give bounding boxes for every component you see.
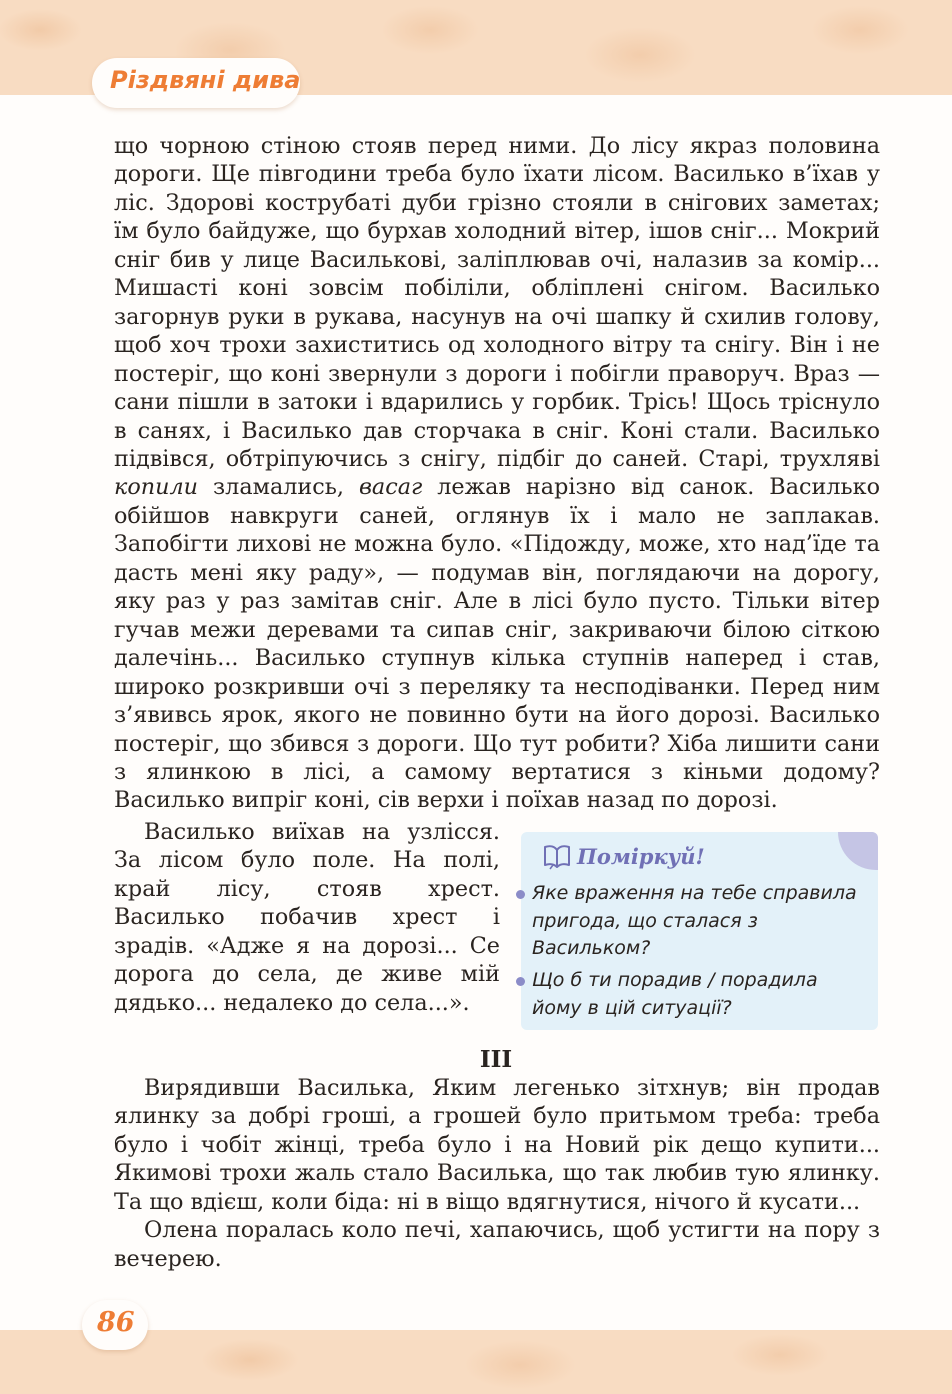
italic-term-vasag: васаг	[358, 474, 423, 501]
question-bullet	[516, 890, 525, 899]
body-text-left-column	[114, 818, 500, 1017]
open-book-icon	[541, 843, 573, 871]
body-text-bottom	[114, 1074, 880, 1273]
body-text-segment: зламались,	[198, 474, 359, 501]
paragraph: Василько виїхав на узлісся. За лісом було поле. На полі, край лісу, стояв хрест. Василько побачив хрест і зрадів. «Адже я на дорозі... Се дорога до села, де живе мій дядько... недалеко до села...».	[114, 819, 500, 1016]
page-number: 86	[97, 1307, 135, 1338]
paragraph: Вирядивши Василька, Яким легенько зітхнув; він продав ялинку за добрі гроші, а грошей було притьмом треба: треба було і чобіт жінці, треба було і на Новий рік дещо купити... Якимові трохи жаль стало Василька, що так любив тую ялинку. Та що вдієш, коли біда: ні в віщо вдягнутися, нічого й кусати...	[114, 1075, 880, 1215]
italic-term-kopyly: копили	[114, 474, 199, 501]
section-title: Різдвяні дива	[110, 66, 301, 94]
think-box-title: Поміркуй!	[577, 844, 705, 869]
body-text-segment: лежав нарізно від санок. Василько обійшов навкруги саней, оглянув їх і мало не заплакав. Запобігти лихові не можна було. «Підожду, може, хто над’їде та дасть мені яку раду», — подумав він, поглядаючи на дорогу, яку раз у раз замітав сніг. Але в лісі було пусто. Тільки вітер гучав межи деревами та сипав сніг, закриваючи білою сіткою далечінь... Василько ступнув кілька ступнів наперед і став, широко розкривши очі з переляку та несподіванки. Перед ним з’явивсь ярок, якого не повинно бути на його дорозі. Василько постеріг, що збився з дороги. Що тут робити? Хіба лишити сани з ялинкою в лісі, а самому вертатися з кіньми додому? Василько випріг коні, сів верхи і поїхав назад по дорозі.	[114, 474, 880, 814]
paragraph: Олена поралась коло печі, хапаючись, щоб устигти на пору з вечерею.	[114, 1217, 880, 1272]
question-1: Яке враження на тебе справила пригода, що сталася з Васильком?	[532, 882, 857, 959]
body-text-top	[114, 132, 880, 815]
question-2: Що б ти порадив / порадила йому в цій ситуації?	[532, 969, 818, 1019]
body-text-segment: що чорною стіною стояв перед ними. До лісу якраз половина дороги. Ще півгодини треба було їхати лісом. Василько в’їхав у ліс. Здорові кострубаті дуби грізно стояли в снігових заметах; їм було байдуже, що бурхав холодний вітер, ішов сніг... Мокрий сніг бив у лице Василькові, заліплював очі, налазив за комір... Мишасті коні зовсім побіліли, обліплені снігом. Василько загорнув руки в рукава, насунув на очі шапку й схилив голову, щоб хоч трохи захиститись од холодного вітру та снігу. Він і не постеріг, що коні звернули з дороги і побігли праворуч. Враз — сани пішли в затоки і вдарились у горбик. Трісь! Щось тріснуло в санях, і Василько дав сторчака в сніг. Коні стали. Василько підвівся, обтріпуючись з снігу, підбіг до саней. Старі, трухляві	[114, 133, 880, 472]
section-heading: III	[479, 1046, 513, 1073]
question-bullet	[516, 977, 525, 986]
